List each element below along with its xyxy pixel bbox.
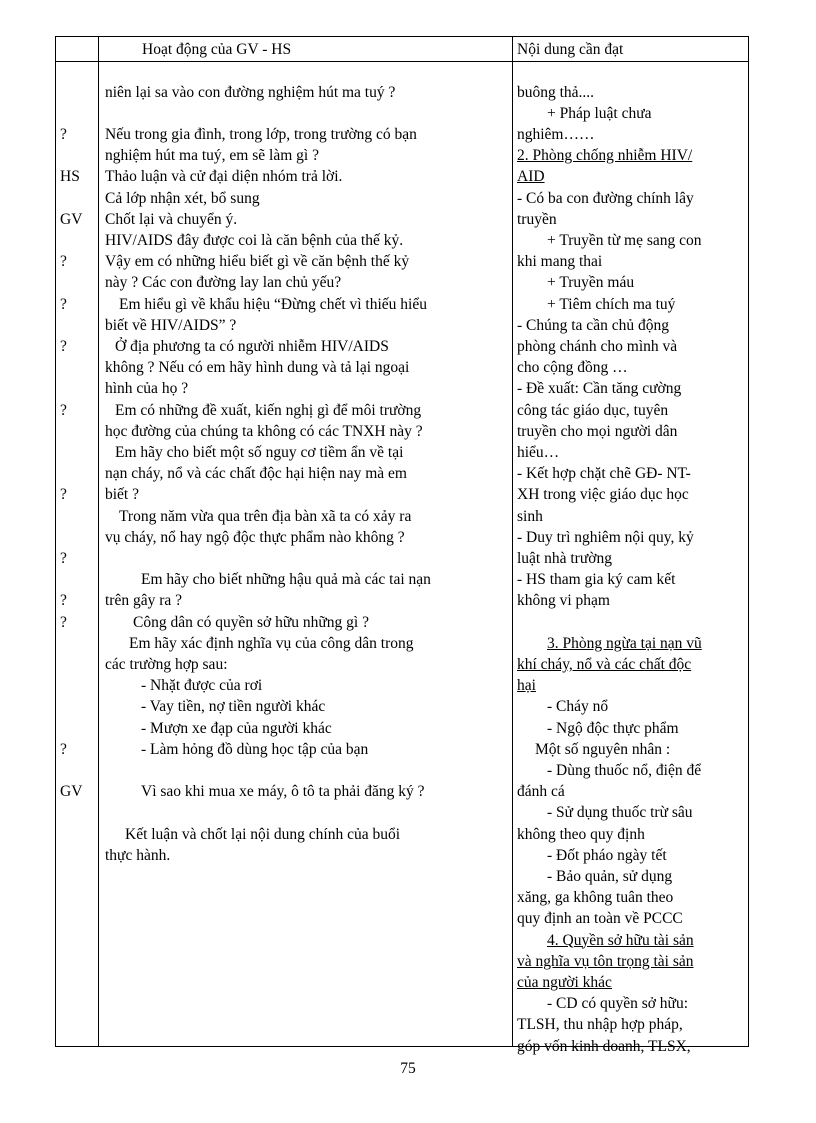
role-marker: ? [60, 253, 67, 271]
content-line: không vi phạm [517, 592, 610, 610]
content-line: khi mang thai [517, 253, 603, 271]
activity-line: Chốt lại và chuyển ý. [105, 210, 238, 228]
activity-line: thực hành. [105, 846, 171, 864]
role-marker: ? [60, 592, 67, 610]
role-marker: ? [60, 338, 67, 355]
content-line: - Đề xuất: Cần tăng cường [517, 380, 682, 398]
activity-line: Thảo luận và cử đại diện nhóm trả lời. [105, 168, 343, 186]
content-heading-line: AID [517, 168, 545, 186]
page-number: 75 [400, 1060, 416, 1077]
column-divider-marker [98, 37, 99, 1046]
activity-line: Ở địa phương ta có người nhiễm HIV/AIDS [115, 338, 389, 355]
content-heading-line: của người khác [517, 974, 612, 991]
activity-line: biết về HIV/AIDS” ? [105, 316, 237, 334]
activity-line: hình của họ ? [105, 380, 189, 398]
activity-line: Vậy em có những hiểu biết gì về căn bệnh thế kỷ [105, 253, 410, 271]
role-marker: ? [60, 740, 67, 758]
content-line: TLSH, thu nhập hợp pháp, [517, 1016, 683, 1034]
header-divider [56, 61, 748, 62]
content-line: - Bảo quản, sử dụng [547, 868, 673, 885]
activity-line: Trong năm vừa qua trên địa bàn xã ta có xảy ra [119, 507, 412, 525]
lesson-table [55, 36, 749, 1055]
content-line: công tác giáo dục, tuyên [517, 401, 669, 419]
content-line: - CD có quyền sở hữu: [547, 995, 689, 1013]
content-heading-line: hại [517, 677, 536, 695]
activity-line: học đường của chúng ta không có các TNXH này ? [105, 422, 423, 440]
content-line: luật nhà trường [517, 550, 612, 567]
content-line: - HS tham gia ký cam kết [517, 571, 676, 589]
activity-line: niên lại sa vào con đường nghiệm hút ma tuý ? [105, 83, 396, 101]
content-heading-line: và nghĩa vụ tôn trọng tài sản [517, 952, 694, 970]
activity-line: Em hãy xác định nghĩa vụ của công dân trong [129, 634, 414, 652]
content-line: - Ngộ độc thực phẩm [547, 719, 679, 737]
content-line: - Sử dụng thuốc trừ sâu [547, 804, 693, 822]
content-line: Một số nguyên nhân : [535, 740, 671, 758]
activity-line: - Mượn xe đạp của người khác [141, 719, 332, 737]
content-line: phòng chánh cho mình và [517, 338, 678, 355]
activity-line: Em hãy cho biết một số nguy cơ tiềm ẩn về tại [115, 444, 404, 461]
role-marker: GV [60, 210, 83, 228]
activity-line: vụ cháy, nổ hay ngộ độc thực phẩm nào không ? [105, 528, 405, 546]
content-line: - Kết hợp chặt chẽ GĐ- NT- [517, 465, 691, 483]
activity-line: nghiệm hút ma tuý, em sẽ làm gì ? [105, 147, 319, 165]
content-line: đánh cá [517, 783, 565, 801]
role-marker: HS [60, 168, 80, 186]
content-line: + Truyền máu [547, 274, 635, 292]
content-line: - Có ba con đường chính lây [517, 189, 694, 207]
content-line: hiểu… [517, 444, 560, 461]
activity-line: các trường hợp sau: [105, 656, 228, 673]
content-line: - Cháy nổ [547, 698, 609, 716]
header-content: Nội dung cần đạt [517, 41, 624, 58]
activity-line: Em hãy cho biết những hậu quả mà các tai nạn [141, 571, 431, 589]
content-line: + Tiêm chích ma tuý [547, 295, 676, 313]
activity-line: Công dân có quyền sở hữu những gì ? [133, 613, 369, 631]
content-line: nghiêm…… [517, 126, 595, 143]
role-marker: ? [60, 486, 67, 504]
content-line: + Pháp luật chưa [547, 104, 652, 122]
content-line: quy định an toàn về PCCC [517, 910, 683, 928]
role-marker: ? [60, 550, 67, 567]
content-heading-line: 3. Phòng ngừa tại nạn vũ [547, 634, 702, 652]
activity-line: Em có những đề xuất, kiến nghị gì để môi trường [115, 401, 422, 419]
header-activity: Hoạt động của GV - HS [142, 41, 292, 58]
content-line: truyền cho mọi người dân [517, 422, 678, 440]
content-line: không theo quy định [517, 825, 645, 843]
content-line: - Duy trì nghiêm nội quy, kỷ [517, 528, 694, 546]
role-marker: ? [60, 126, 67, 143]
content-line: - Đốt pháo ngày tết [547, 846, 667, 864]
content-heading-line: khí cháy, nổ và các chất độc [517, 656, 692, 673]
column-divider-content [512, 37, 513, 1046]
activity-line: Cả lớp nhận xét, bổ sung [105, 189, 260, 207]
content-line: + Truyền từ mẹ sang con [547, 232, 702, 249]
content-line: - Chúng ta cần chủ động [517, 316, 669, 334]
content-line: - Dùng thuốc nổ, điện để [547, 762, 702, 779]
activity-line: Vì sao khi mua xe máy, ô tô ta phải đăng ký ? [141, 783, 425, 801]
activity-line: Em hiểu gì về khẩu hiệu “Đừng chết vì thiếu hiểu [119, 295, 427, 313]
activity-line: Kết luận và chốt lại nội dung chính của buổi [125, 825, 401, 843]
role-marker: ? [60, 401, 67, 419]
role-marker: GV [60, 783, 83, 801]
content-heading-line: 2. Phòng chống nhiễm HIV/ [517, 147, 693, 165]
content-line: góp vốn kinh doanh, TLSX, [517, 1037, 691, 1055]
content-line: sinh [517, 507, 543, 525]
role-marker: ? [60, 295, 67, 313]
activity-line: HIV/AIDS đây được coi là căn bệnh của thế kỷ. [105, 232, 404, 249]
activity-line: - Vay tiền, nợ tiền người khác [141, 698, 326, 716]
content-line: cho cộng đồng … [517, 359, 628, 377]
content-line: buông thả.... [517, 83, 595, 101]
activity-line: này ? Các con đường lay lan chủ yếu? [105, 274, 342, 292]
activity-line: nạn cháy, nổ và các chất độc hại hiện nay mà em [105, 465, 407, 483]
content-heading-line: 4. Quyền sở hữu tài sản [547, 931, 694, 949]
content-line: xăng, ga không tuân theo [517, 889, 674, 907]
activity-line: biết ? [105, 486, 139, 504]
activity-line: không ? Nếu có em hãy hình dung và tả lại ngoại [105, 359, 410, 377]
activity-line: Nếu trong gia đình, trong lớp, trong trường có bạn [105, 126, 417, 143]
content-line: XH trong việc giáo dục học [517, 486, 689, 504]
content-line: truyền [517, 210, 557, 228]
role-marker: ? [60, 613, 67, 631]
activity-line: - Làm hỏng đồ dùng học tập của bạn [141, 740, 369, 758]
activity-line: - Nhặt được của rơi [141, 677, 263, 695]
activity-line: trên gây ra ? [105, 592, 183, 610]
